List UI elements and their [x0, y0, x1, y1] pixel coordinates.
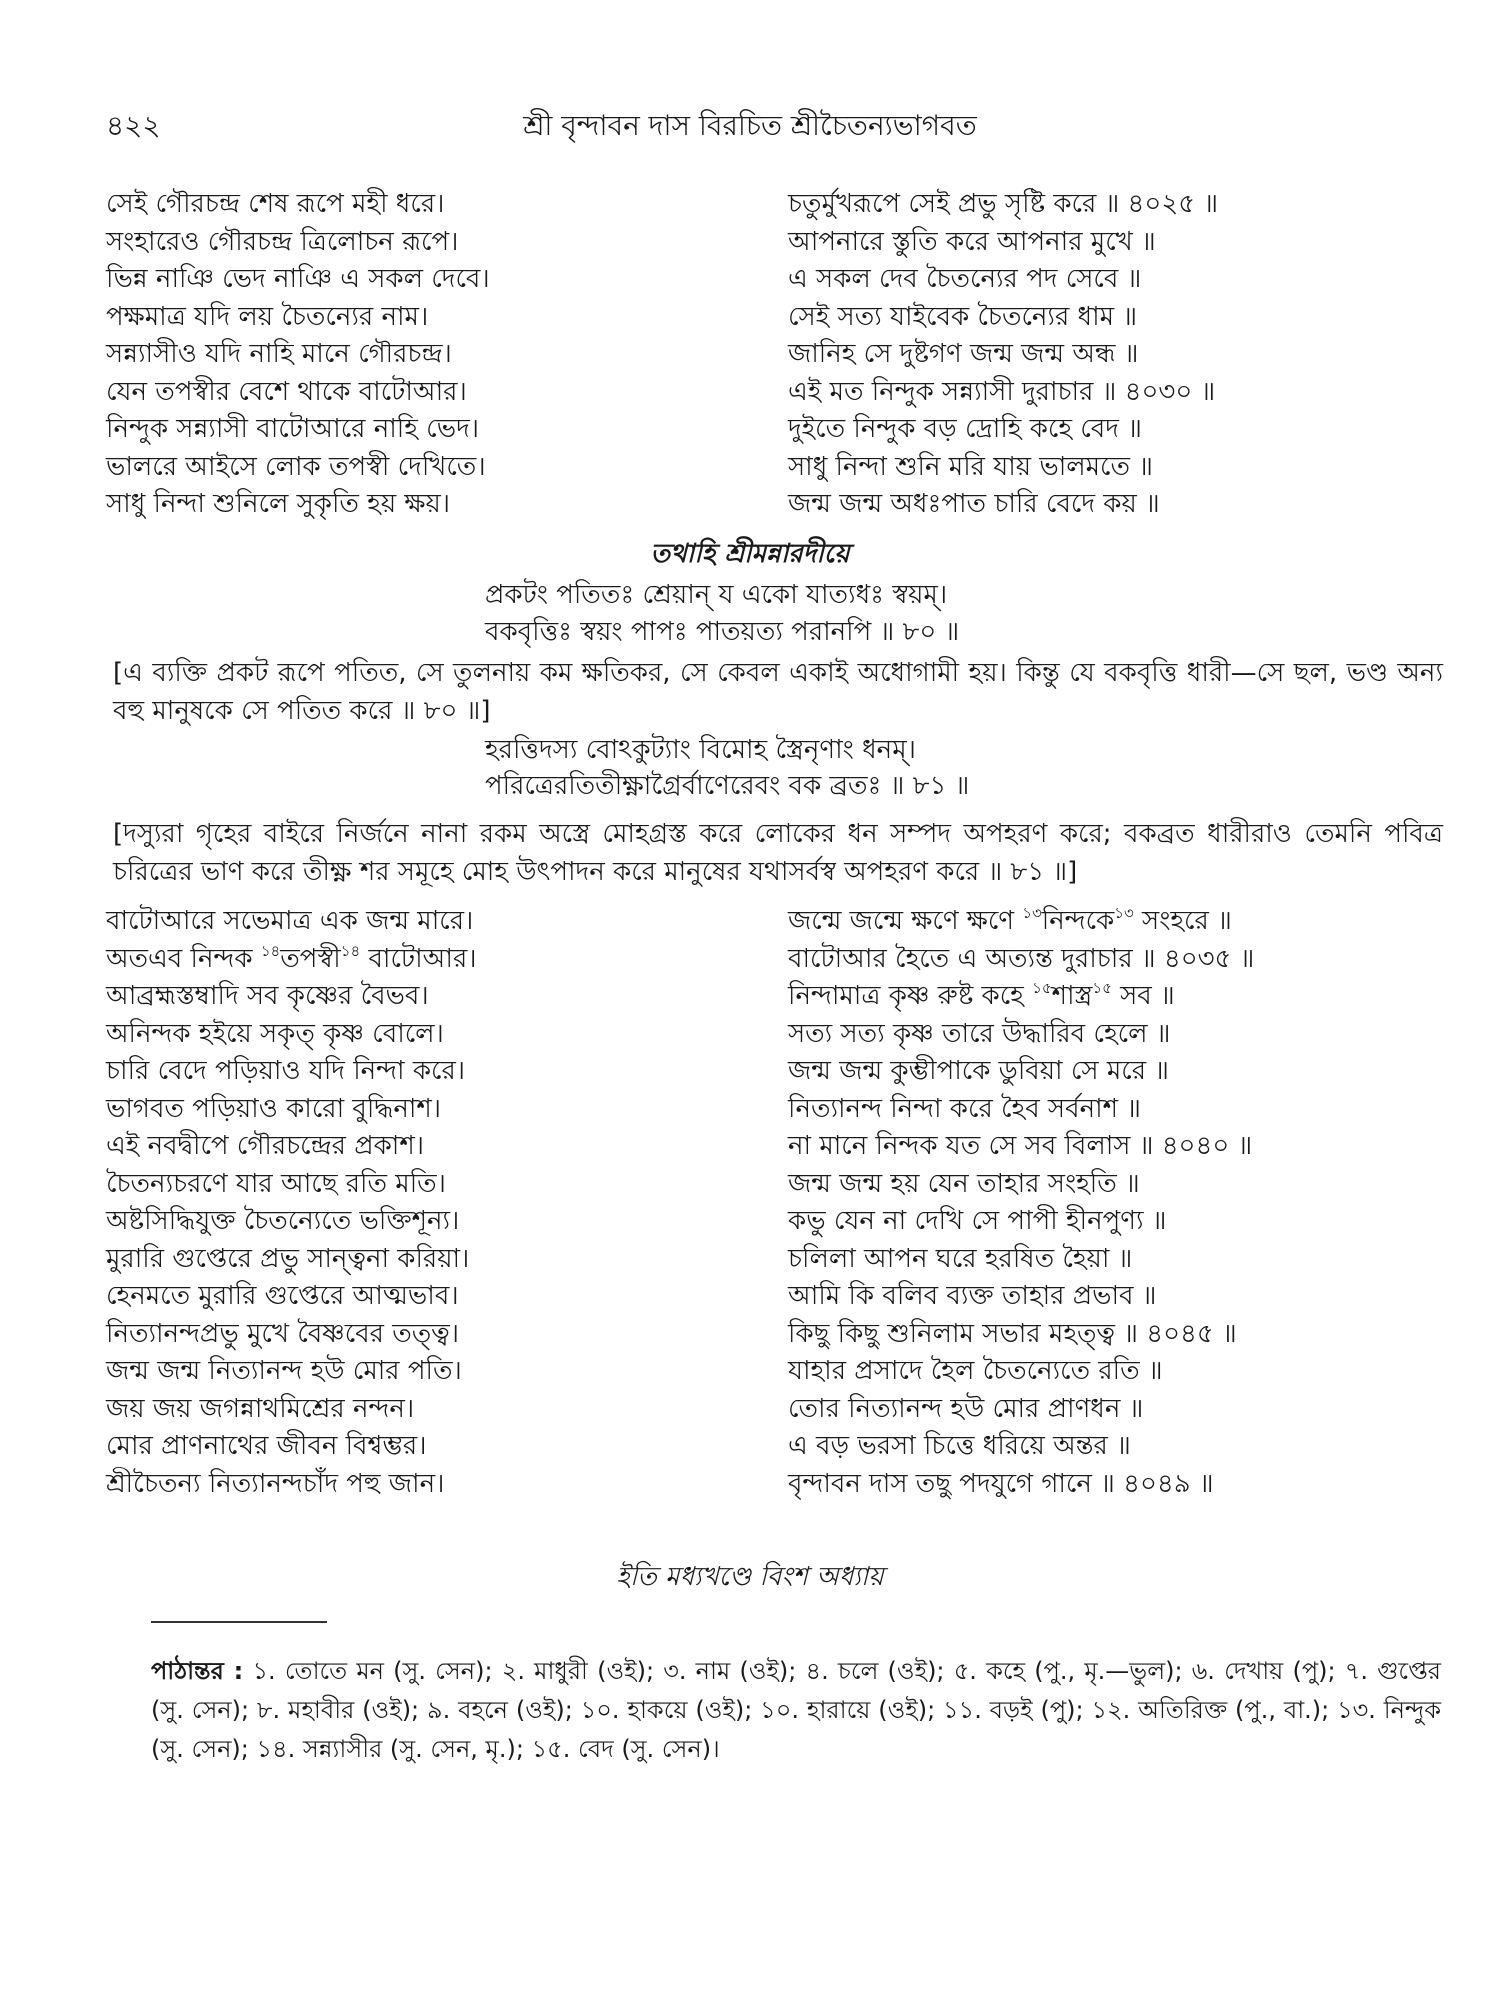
- verse-column-right: [788, 186, 1218, 524]
- verse-text: এ বড় ভরসা চিত্তে ধরিয়ে অন্তর ॥: [788, 1431, 1131, 1461]
- verse-line: [106, 374, 490, 412]
- verse-text: জয় জয় জগন্নাথমিশ্রের নন্দন।: [106, 1393, 415, 1424]
- footnote-marker: ১৪: [260, 941, 281, 960]
- verse-text: বৃন্দাবন দাস তছু পদযুগে গানে ॥ ৪০৪৯ ॥: [788, 1468, 1214, 1499]
- verse-line: [788, 1203, 1254, 1241]
- verse-text: শ্রীচৈতন্য নিত্যানন্দচাঁদ পহু জান।: [106, 1468, 445, 1499]
- verse-text: না মানে নিন্দক যত সে সব বিলাস ॥ ৪০৪০ ॥: [788, 1131, 1253, 1161]
- verse-line: [106, 1316, 477, 1354]
- verse-text: চারি বেদে পড়িয়াও যদি নিন্দা করে।: [106, 1056, 466, 1086]
- verse-line: [788, 941, 1254, 979]
- verse-line: [788, 1128, 1254, 1166]
- verse-line: [788, 903, 1254, 941]
- verse-column-left: [106, 186, 490, 524]
- verse-line: [106, 261, 490, 299]
- verse-line: [106, 941, 477, 979]
- verse-line: [106, 299, 490, 337]
- verse-text: জন্ম জন্ম কুম্ভীপাকে ডুবিয়া সে মরে ॥: [788, 1056, 1169, 1086]
- verse-line: [788, 411, 1218, 449]
- verse-text: আমি কি বলিব ব্যক্ত তাহার প্রভাব ॥: [788, 1281, 1157, 1311]
- verse-text: নিন্দুক সন্ন্যাসী বাটোআরে নাহি ভেদ।: [106, 414, 480, 444]
- verse-line: [106, 1053, 477, 1091]
- verse-line: [788, 1391, 1254, 1429]
- verse-line: [788, 336, 1218, 374]
- verse-text: সন্ন্যাসীও যদি নাহি মানে গৌরচন্দ্র।: [106, 339, 452, 369]
- verse-line: [106, 1166, 477, 1204]
- translation-paragraph: [দস্যুরা গৃহের বাইরে নির্জনে নানা রকম অস্ত্রে মোহগ্রস্ত করে লোকের ধন সম্পদ অপহরণ করে; বকব্রত ধারীরাও তেমনি পবিত্র চরিত্রের ভাণ করে তীক্ষ্ণ শর সমূহে মোহ উৎপাদন করে মানুষের যথাসর্বস্ব অপহরণ করে ॥ ৮১ ॥]: [113, 819, 1443, 887]
- verse-text: ভাগবত পড়িয়াও কারো বুদ্ধিনাশ।: [106, 1093, 442, 1124]
- verse-line: [788, 1353, 1254, 1391]
- verse-text: সত্য সত্য কৃষ্ণ তারে উদ্ধারিব হেলে ॥: [788, 1018, 1171, 1049]
- verse-text: সংহরে ॥: [1133, 906, 1232, 936]
- verse-text: জন্ম জন্ম নিত্যানন্দ হউ মোর পতি।: [106, 1356, 462, 1386]
- verse-text: ভিন্ন নাঞি ভেদ নাঞি এ সকল দেবে।: [106, 264, 490, 294]
- verse-text: সব ॥: [1111, 981, 1175, 1011]
- verse-line: [106, 1428, 477, 1466]
- verse-line: [106, 1128, 477, 1166]
- verse-line: [788, 299, 1218, 337]
- verse-line: [106, 903, 477, 941]
- footnote-marker: ১৩: [1022, 904, 1042, 922]
- verse-text: হেনমতে মুরারি গুপ্তেরে আত্মভাব।: [106, 1281, 459, 1311]
- verse-text: অষ্টসিদ্ধিযুক্ত চৈতন্যেতে ভক্তিশূন্য।: [106, 1206, 460, 1236]
- verse-line: [106, 1091, 477, 1129]
- verse-text: মোর প্রাণনাথের জীবন বিশ্বম্ভর।: [106, 1431, 427, 1461]
- chapter-colophon: ইতি মধ্যখণ্ডে বিংশ অধ্যায়: [616, 1562, 884, 1592]
- footnote-marker: ১৫: [1032, 979, 1052, 997]
- verse-line: [106, 336, 490, 374]
- verse-line: [106, 1203, 477, 1241]
- verse-line: [788, 1428, 1254, 1466]
- verse-text: যাহার প্রসাদে হৈল চৈতন্যেতে রতি ॥: [788, 1356, 1163, 1386]
- footnote-text: ১. তোতে মন (সু. সেন); ২. মাধুরী (ওই); ৩. নাম (ওই); ৪. চলে (ওই); ৫. কহে (পু., মৃ.—ভুল); ৬. দেখায় (পু); ৭. গুপ্তের (সু. সেন); ৮. মহাবীর (ওই); ৯. বহনে (ওই); ১০. হাকয়ে (ওই); ১০. হারায়ে (ওই); ১১. বড়ই (পু); ১২. অতিরিক্ত (পু., বা.); ১৩. নিন্দুক (সু. সেন); ১৪. সন্ন্যাসীর (সু. সেন, মৃ.); ১৫. বেদ (সু. সেন)।: [151, 1657, 1442, 1763]
- verse-line: [788, 374, 1218, 412]
- verse-line: [788, 1091, 1254, 1129]
- footnotes: [151, 1652, 1441, 1769]
- verse-line: [106, 1466, 477, 1504]
- verse-text: পক্ষমাত্র যদি লয় চৈতন্যের নাম।: [106, 301, 429, 332]
- verse-text: আপনারে স্তুতি করে আপনার মুখে ॥: [788, 226, 1156, 257]
- verse-text: তোর নিত্যানন্দ হউ মোর প্রাণধন ॥: [788, 1393, 1144, 1424]
- verse-line: [788, 486, 1218, 524]
- footnote-marker: ১৪: [340, 941, 361, 960]
- verse-line: [106, 486, 490, 524]
- verse-text: বাটোআরে সভেমাত্র এক জন্ম মারে।: [106, 906, 474, 936]
- sanskrit-verse-line: পরিত্রেরতিতীক্ষ্ণাগ্রৈর্বাণেরেবং বক ব্রতঃ ॥ ৮১ ॥: [485, 771, 970, 801]
- verse-text: জন্মে জন্মে ক্ষণে ক্ষণে: [788, 906, 1023, 936]
- verse-line: [788, 1053, 1254, 1091]
- footnote-divider: [151, 1621, 327, 1623]
- verse-text: সাধু নিন্দা শুনি মরি যায় ভালমতে ॥: [788, 451, 1153, 482]
- verse-text: জন্ম জন্ম হয় যেন তাহার সংহতি ॥: [788, 1168, 1140, 1199]
- verse-text: এ সকল দেব চৈতন্যের পদ সেবে ॥: [788, 264, 1142, 294]
- verse-text: অতএব নিন্দক: [106, 943, 261, 974]
- verse-line: [788, 1016, 1254, 1054]
- verse-text: জন্ম জন্ম অধঃপাত চারি বেদে কয় ॥: [788, 489, 1160, 519]
- verse-text: এই মত নিন্দুক সন্ন্যাসী দুরাচার ॥ ৪০৩০ ॥: [788, 376, 1216, 407]
- verse-text: সেই সত্য যাইবেক চৈতন্যের ধাম ॥: [788, 301, 1138, 332]
- verse-text: বাটোআর হৈতে এ অত্যন্ত দুরাচার ॥ ৪০৩৫ ॥: [788, 943, 1255, 974]
- verse-line: [788, 186, 1218, 224]
- verse-text: সেই গৌরচন্দ্র শেষ রূপে মহী ধরে।: [106, 189, 445, 219]
- verse-text: নিত্যানন্দপ্রভু মুখে বৈষ্ণবের তত্ত্ব।: [106, 1318, 460, 1349]
- verse-line: [788, 978, 1254, 1016]
- verse-text: নিন্দকে: [1041, 906, 1115, 936]
- verse-line: [106, 1278, 477, 1316]
- verse-line: [106, 411, 490, 449]
- verse-text: চৈতন্যচরণে যার আছে রতি মতি।: [106, 1168, 446, 1199]
- verse-text: শাস্ত্র: [1051, 981, 1093, 1011]
- verse-text: নিত্যানন্দ নিন্দা করে হৈব সর্বনাশ ॥: [788, 1093, 1141, 1124]
- verse-text: এই নবদ্বীপে গৌরচন্দ্রের প্রকাশ।: [106, 1131, 425, 1161]
- verse-text: কিছু কিছু শুনিলাম সভার মহত্ত্ব ॥ ৪০৪৫ ॥: [788, 1318, 1237, 1349]
- verse-text: অনিন্দক হইয়ে সকৃত্ কৃষ্ণ বোলে।: [106, 1018, 444, 1049]
- verse-text: চলিলা আপন ঘরে হরষিত হৈয়া ॥: [788, 1243, 1133, 1274]
- verse-line: [106, 449, 490, 487]
- verse-text: তপস্বী: [280, 943, 341, 974]
- verse-line: [788, 1278, 1254, 1316]
- verse-line: [106, 186, 490, 224]
- verse-line: [788, 1316, 1254, 1354]
- footnote-label: পাঠান্তর :: [151, 1657, 244, 1685]
- verse-line: [106, 1353, 477, 1391]
- verse-text: আব্রহ্মস্তম্বাদি সব কৃষ্ণের বৈভব।: [106, 981, 429, 1011]
- verse-text: মুরারি গুপ্তেরে প্রভু সান্ত্বনা করিয়া।: [106, 1243, 470, 1274]
- verse-text: বাটোআর।: [360, 943, 477, 974]
- verse-line: [106, 978, 477, 1016]
- verse-text: দুইতে নিন্দুক বড় দ্রোহি কহে বেদ ॥: [788, 414, 1142, 444]
- verse-line: [788, 1466, 1254, 1504]
- verse-text: জানিহ সে দুষ্টগণ জন্ম জন্ম অন্ধ ॥: [788, 339, 1139, 369]
- sanskrit-verse-line: প্রকটং পতিতঃ শ্রেয়ান্ য একো যাত্যধঃ স্বয়ম্।: [485, 580, 948, 610]
- verse-line: [106, 1241, 477, 1279]
- verse-line: [788, 449, 1218, 487]
- footnote-marker: ১৫: [1092, 979, 1112, 997]
- verse-line: [106, 224, 490, 262]
- verse-text: নিন্দামাত্র কৃষ্ণ রুষ্ট কহে: [788, 981, 1033, 1011]
- quote-heading: তথাহি শ্রীমন্নারদীয়ে: [650, 539, 850, 569]
- verse-text: চতুর্মুখরূপে সেই প্রভু সৃষ্টি করে ॥ ৪০২৫ ॥: [788, 189, 1219, 219]
- translation-paragraph: [এ ব্যক্তি প্রকট রূপে পতিত, সে তুলনায় কম ক্ষতিকর, সে কেবল একাই অধোগামী হয়। কিন্তু যে বকবৃত্তি ধারী—সে ছল, ভণ্ড অন্য বহু মানুষকে সে পতিত করে ॥ ৮০ ॥]: [113, 658, 1443, 726]
- verse-line: [788, 224, 1218, 262]
- page-number: ৪২২: [106, 109, 161, 142]
- verse-text: কভু যেন না দেখি সে পাপী হীনপুণ্য ॥: [788, 1206, 1167, 1236]
- verse-line: [788, 1166, 1254, 1204]
- footnote-marker: ১৩: [1114, 904, 1134, 922]
- sanskrit-verse-line: বকবৃত্তিঃ স্বয়ং পাপঃ পাতয়ত্য পরানপি ॥ ৮০ ॥: [485, 617, 960, 647]
- verse-text: ভালরে আইসে লোক তপস্বী দেখিতে।: [106, 451, 486, 482]
- verse-line: [788, 1241, 1254, 1279]
- verse-text: সংহারেও গৌরচন্দ্র ত্রিলোচন রূপে।: [106, 226, 459, 257]
- verse-text: সাধু নিন্দা শুনিলে সুকৃতি হয় ক্ষয়।: [106, 489, 451, 519]
- running-head: শ্রী বৃন্দাবন দাস বিরচিত শ্রীচৈতন্যভাগবত: [523, 109, 977, 142]
- verse-line: [106, 1391, 477, 1429]
- sanskrit-verse-line: হরত্তিদস্য বোঽকুট্যাং বিমোহ স্ত্রৈনৃণাং ধনম্।: [485, 735, 916, 765]
- verse-column-left: [106, 903, 477, 1503]
- verse-line: [788, 261, 1218, 299]
- verse-line: [106, 1016, 477, 1054]
- verse-text: যেন তপস্বীর বেশে থাকে বাটোআর।: [106, 376, 467, 407]
- verse-column-right: [788, 903, 1254, 1503]
